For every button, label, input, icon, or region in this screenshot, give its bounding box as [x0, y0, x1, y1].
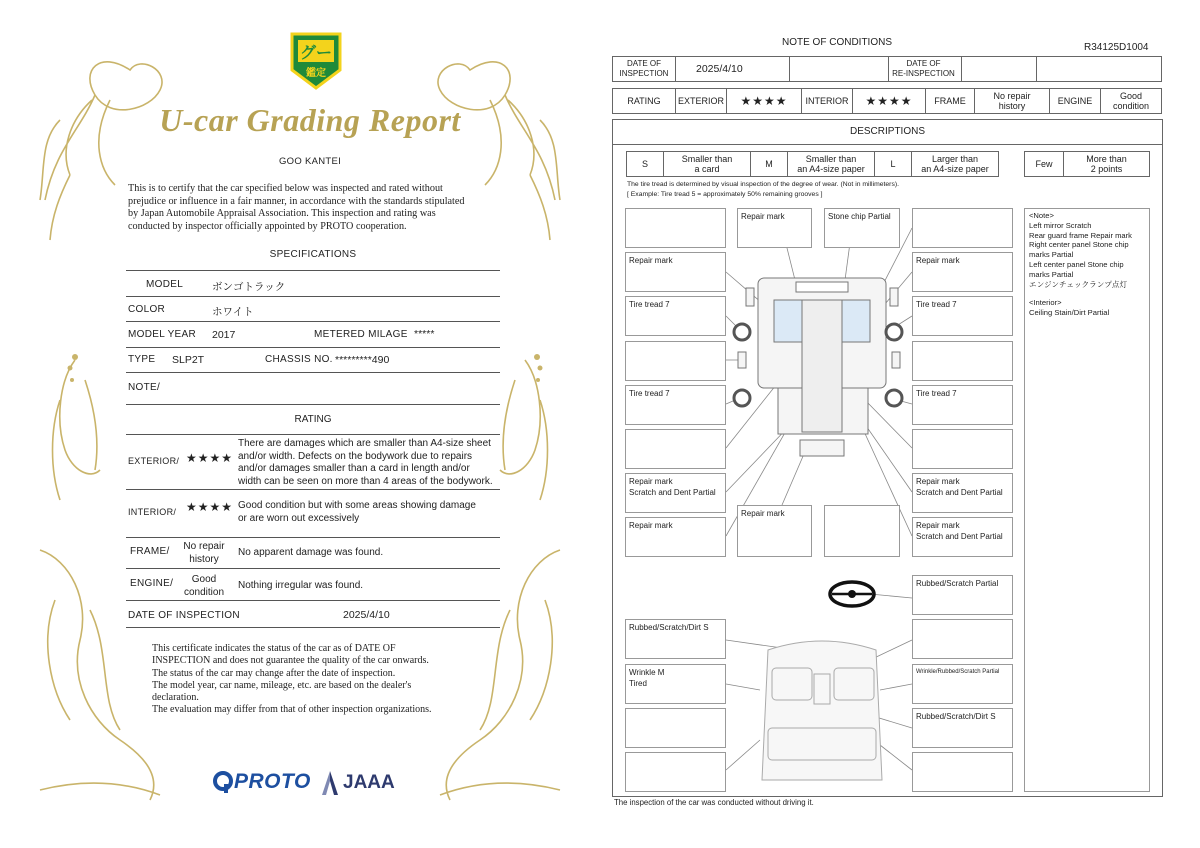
frame-label: FRAME/: [130, 546, 170, 557]
note-line: marks Partial: [1029, 269, 1074, 279]
model-year-value: 2017: [212, 329, 236, 341]
interior-heading: <Interior>: [1029, 298, 1062, 308]
damage-box-l6: [625, 429, 726, 469]
damage-box-l8: Repair mark: [625, 517, 726, 557]
damage-box-r7: Repair mark Scratch and Dent Partial: [912, 473, 1013, 513]
color-value: ホワイト: [212, 306, 254, 318]
damage-box-r8: Repair mark Scratch and Dent Partial: [912, 517, 1013, 557]
interior-label: INTERIOR: [801, 88, 853, 114]
steering-wheel-icon: [830, 582, 874, 606]
divider: [126, 627, 500, 628]
frame-label: FRAME: [925, 88, 975, 114]
note-heading: <Note>: [1029, 211, 1054, 220]
frame-description: No apparent damage was found.: [238, 547, 384, 558]
divider: [126, 434, 500, 435]
proto-logo: PROTO: [212, 770, 311, 794]
condition-sheet: [600, 0, 1200, 848]
divider: [126, 347, 500, 348]
note-label: NOTE/: [128, 382, 161, 393]
intro-paragraph: This is to certify that the car specified below was inspected and rated without prejudice or influence in a fair manner, in accordance with the standards stipulated by Japan Automobile Appraisal Association. This inspection and rating was conducted by inspector officially appointed by PROTO cooperation.: [128, 183, 465, 232]
exterior-description: There are damages which are smaller than A4-size sheet and/or width. Defects on the bodywork due to repairs and/or damages smaller than a card in length and/or width can be seen on more than 4 areas of the bodywork.: [238, 438, 493, 487]
goo-kantei-logo: [288, 30, 344, 92]
model-label: MODEL: [146, 279, 184, 290]
divider: [126, 404, 500, 405]
color-label: COLOR: [128, 304, 166, 315]
interior-top-view: [762, 641, 882, 780]
reinspection-label: DATE OF RE-INSPECTION: [886, 56, 962, 82]
divider: [126, 296, 500, 297]
model-value: ボンゴトラック: [212, 281, 286, 293]
jaaa-logo: JAAA: [320, 770, 395, 796]
engine-description: Nothing irregular was found.: [238, 580, 364, 591]
date-of-inspection-label: DATE OF INSPECTION: [128, 610, 240, 621]
engine-value: Good condition: [1100, 88, 1162, 114]
legend-l-desc: Larger than an A4-size paper: [911, 151, 999, 177]
rating-label: RATING: [612, 88, 676, 114]
interior-stars: ★★★★: [852, 88, 926, 114]
type-value: SLP2T: [172, 354, 205, 366]
rating-heading: RATING: [294, 414, 332, 425]
exterior-stars: ★★★★: [726, 88, 802, 114]
damage-box-bottom-right: [824, 505, 900, 557]
note-line: marks Partial: [1029, 250, 1074, 260]
divider: [126, 270, 500, 271]
damage-box-top-right: Stone chip Partial: [824, 208, 900, 248]
sheet-title: NOTE OF CONDITIONS: [782, 37, 892, 48]
damage-box-l3: Tire tread 7: [625, 296, 726, 336]
date-of-inspection-value: 2025/4/10: [675, 56, 790, 82]
damage-box-r4: [912, 341, 1013, 381]
damage-box-r6: [912, 429, 1013, 469]
divider: [126, 321, 500, 322]
report-subtitle: GOO KANTEI: [278, 156, 342, 167]
divider: [126, 489, 500, 490]
legend-l: L: [874, 151, 912, 177]
interior-stars: ★★★★: [186, 500, 234, 514]
metered-milage-value: *****: [414, 328, 435, 340]
damage-box-l5: Tire tread 7: [625, 385, 726, 425]
interior-box-r4: Rubbed/Scratch/Dirt S: [912, 708, 1013, 748]
interior-label: INTERIOR/: [128, 507, 177, 517]
engine-label: ENGINE/: [130, 578, 174, 589]
model-year-label: MODEL YEAR: [128, 329, 197, 340]
note-line: Left center panel Stone chip: [1029, 259, 1124, 269]
legend-s: S: [626, 151, 664, 177]
interior-box-l1: Rubbed/Scratch/Dirt S: [625, 619, 726, 659]
report-title: U-car Grading Report: [159, 102, 461, 138]
damage-box-l4: [625, 341, 726, 381]
sheet-footer: The inspection of the car was conducted without driving it.: [614, 798, 814, 807]
divider: [126, 600, 500, 601]
engine-label: ENGINE: [1049, 88, 1101, 114]
descriptions-heading: DESCRIPTIONS: [612, 119, 1163, 145]
note-line: Left mirror Scratch: [1029, 220, 1092, 230]
engine-value: Good condition: [183, 574, 225, 598]
exterior-label: EXTERIOR/: [128, 456, 180, 466]
legend-s-desc: Smaller than a card: [663, 151, 751, 177]
damage-box-l2: Repair mark: [625, 252, 726, 292]
certificate-footer: This certificate indicates the status of the car as of DATE OF INSPECTION and does not guarantee the quality of the car onwards. The status of the car may change after the date of inspection. The model year, car name, mileage, etc. are based on the dealer's declaration. The evaluation may differ from that of other inspection organizations.: [152, 643, 432, 716]
frame-value: No repair history: [183, 541, 225, 565]
damage-box-r5: Tire tread 7: [912, 385, 1013, 425]
interior-box-l3: [625, 708, 726, 748]
frame-value: No repair history: [974, 88, 1050, 114]
date-of-inspection-label: DATE OF INSPECTION: [612, 56, 676, 82]
svg-text:鑑定: 鑑定: [306, 68, 326, 79]
date-of-inspection-value: 2025/4/10: [343, 609, 390, 621]
note-line: エンジンチェックランプ点灯: [1029, 279, 1128, 289]
damage-box-l1: [625, 208, 726, 248]
divider: [126, 372, 500, 373]
tread-note: The tire tread is determined by visual inspection of the degree of wear. (Not in millimeters). [ Example: Tire tread 5 = approximately 50% remaining grooves ]: [627, 181, 899, 198]
exterior-stars: ★★★★: [186, 451, 234, 465]
jaaa-mark-icon: [320, 770, 340, 796]
damage-box-bottom-mid: Repair mark: [737, 505, 812, 557]
chassis-label: CHASSIS NO.: [265, 354, 333, 365]
interior-box-l4: [625, 752, 726, 792]
notes-panel: [1024, 208, 1150, 792]
legend-m: M: [750, 151, 788, 177]
specifications-heading: SPECIFICATIONS: [269, 249, 357, 260]
note-line: Rear guard frame Repair mark: [1029, 230, 1132, 240]
chassis-value: *********490: [335, 354, 390, 366]
damage-box-r3: Tire tread 7: [912, 296, 1013, 336]
type-label: TYPE: [128, 354, 156, 365]
exterior-label: EXTERIOR: [675, 88, 727, 114]
legend-few-desc: More than 2 points: [1063, 151, 1150, 177]
interior-box-r1: Rubbed/Scratch Partial: [912, 575, 1013, 615]
note-line: Right center panel Stone chip: [1029, 240, 1129, 250]
divider: [126, 568, 500, 569]
interior-box-r5: [912, 752, 1013, 792]
divider: [126, 537, 500, 538]
legend-m-desc: Smaller than an A4-size paper: [787, 151, 875, 177]
interior-description: Good condition but with some areas showing damage or are worn out excessively: [238, 500, 476, 524]
damage-box-l7: Repair mark Scratch and Dent Partial: [625, 473, 726, 513]
legend-few: Few: [1024, 151, 1064, 177]
damage-box-top-mid: Repair mark: [737, 208, 812, 248]
interior-box-l2: Wrinkle M Tired: [625, 664, 726, 704]
damage-box-r2: Repair mark: [912, 252, 1013, 292]
interior-note-line: Ceiling Stain/Dirt Partial: [1029, 308, 1110, 318]
svg-text:グー: グー: [299, 43, 333, 62]
interior-box-r3: Wrinkle/Rubbed/Scratch Partial: [912, 664, 1013, 704]
report-id: R34125D1004: [1084, 42, 1149, 53]
proto-mark-icon: [212, 770, 234, 794]
interior-box-r2: [912, 619, 1013, 659]
metered-milage-label: METERED MILAGE: [314, 329, 408, 340]
truck-top-view: [738, 278, 900, 456]
damage-box-r1: [912, 208, 1013, 248]
